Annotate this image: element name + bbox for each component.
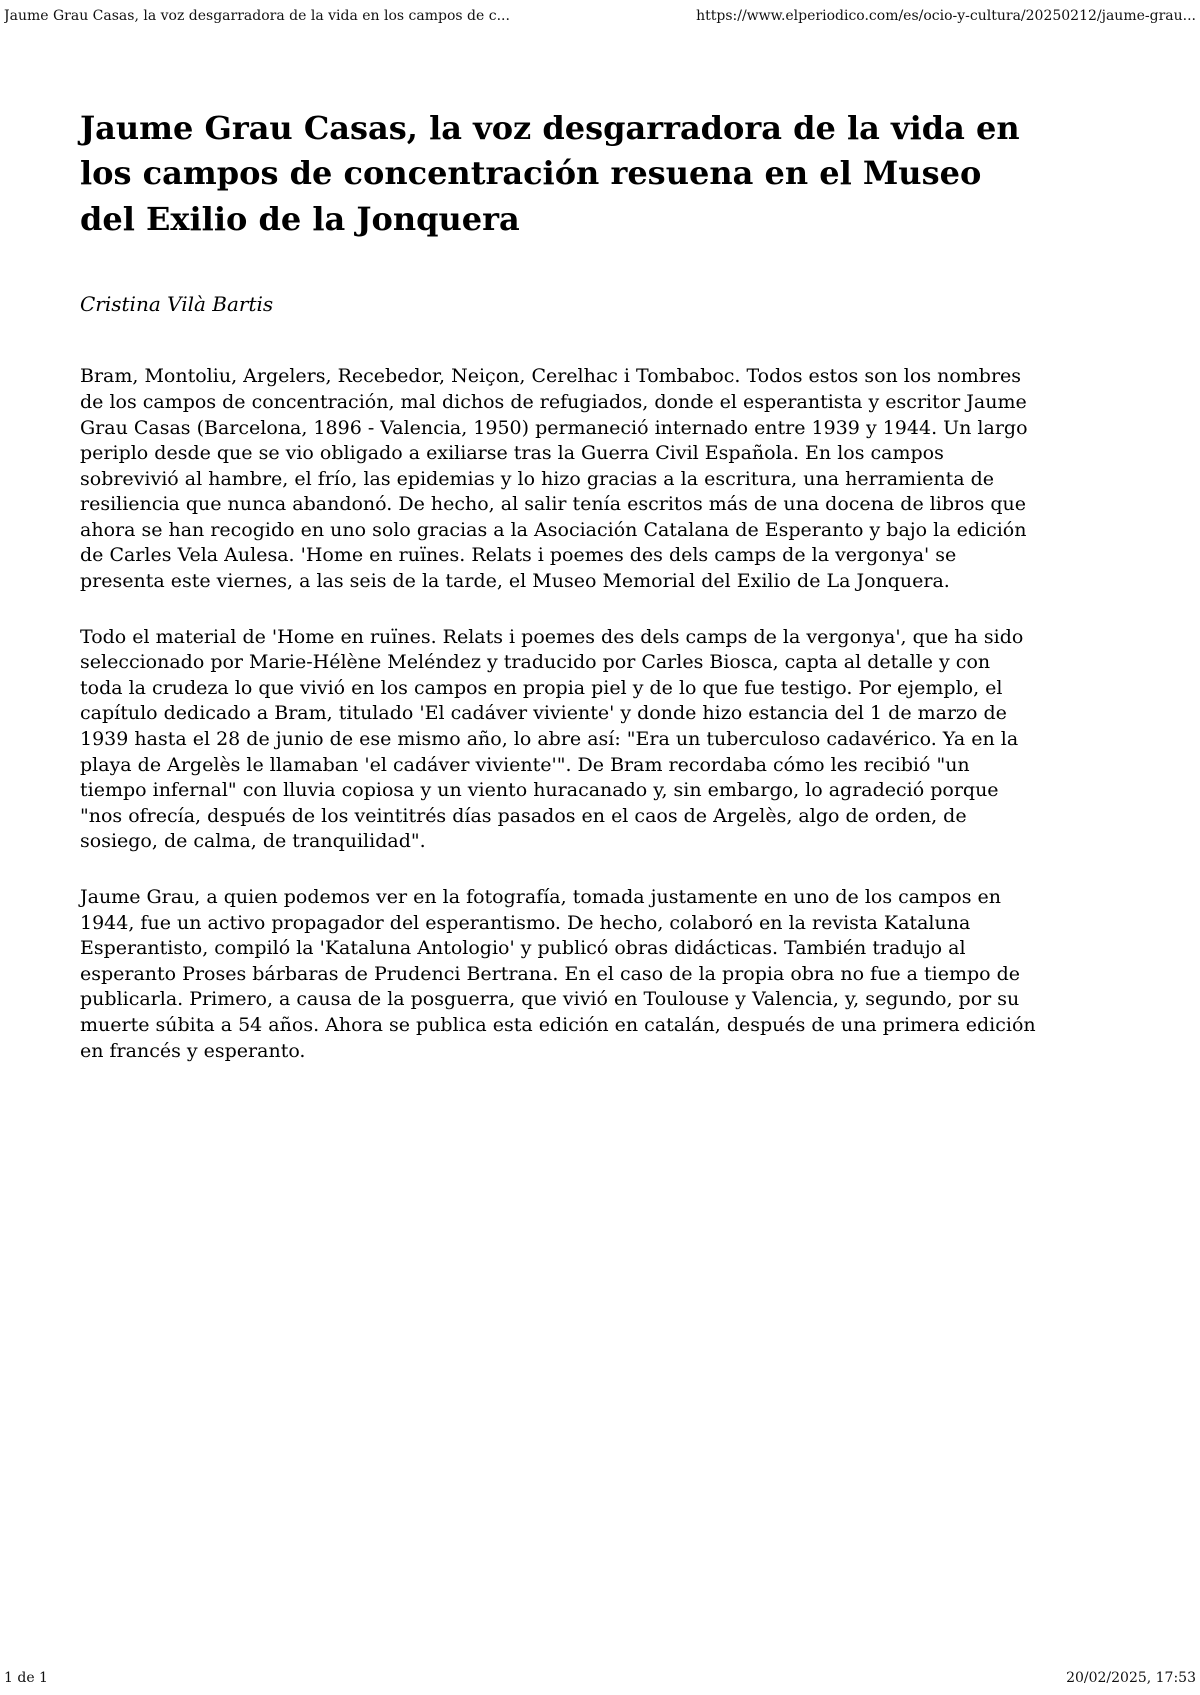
print-header-document-title: Jaume Grau Casas, la voz desgarradora de la vida en los campos de c...	[4, 8, 510, 24]
article-body	[80, 364, 1036, 1064]
article-paragraph: Todo el material de 'Home en ruïnes. Relats i poemes des dels camps de la vergonya', que ha sido seleccionado por Marie-Hélène Meléndez y traducido por Carles Biosca, capta al detalle y con toda la crudeza lo que vivió en los campos en propia piel y de lo que fue testigo. Por ejemplo, el capítulo dedicado a Bram, titulado 'El cadáver viviente' y donde hizo estancia del 1 de marzo de 1939 hasta el 28 de junio de ese mismo año, lo abre así: "Era un tuberculoso cadavérico. Ya en la playa de Argelès le llamaban 'el cadáver viviente'". De Bram recordaba cómo les recibió "un tiempo infernal" con lluvia copiosa y un viento huracanado y, sin embargo, lo agradeció porque "nos ofrecía, después de los veintitrés días pasados en el caos de Argelès, algo de orden, de sosiego, de calma, de tranquilidad".	[80, 625, 1024, 853]
print-footer-page-number: 1 de 1	[4, 1670, 48, 1687]
article-content	[80, 106, 1036, 1094]
article-byline: Cristina Vilà Bartis	[80, 292, 274, 317]
article-paragraph: Bram, Montoliu, Argelers, Recebedor, Neiçon, Cerelhac i Tombaboc. Todos estos son los nombres de los campos de concentración, mal dichos de refugiados, donde el esperantista y escritor Jaume Grau Casas (Barcelona, 1896 - Valencia, 1950) permaneció internado entre 1939 y 1944. Un largo periplo desde que se vio obligado a exiliarse tras la Guerra Civil Española. En los campos sobrevivió al hambre, el frío, las epidemias y lo hizo gracias a la escritura, una herramienta de resiliencia que nunca abandonó. De hecho, al salir tenía escritos más de una docena de libros que ahora se han recogido en uno solo gracias a la Asociación Catalana de Esperanto y bajo la edición de Carles Vela Aulesa. 'Home en ruïnes. Relats i poemes des dels camps de la vergonya' se presenta este viernes, a las seis de la tarde, el Museo Memorial del Exilio de La Jonquera.	[80, 365, 1028, 593]
print-footer-datetime: 20/02/2025, 17:53	[1066, 1670, 1196, 1687]
print-footer	[4, 1670, 1196, 1687]
print-header	[4, 8, 1196, 25]
article-paragraph: Jaume Grau, a quien podemos ver en la fotografía, tomada justamente en uno de los campos en 1944, fue un activo propagador del esperantismo. De hecho, colaboró en la revista Kataluna Esperantisto, compiló la 'Kataluna Antologio' y publicó obras didácticas. También tradujo al esperanto Proses bárbaras de Prudenci Bertrana. En el caso de la propia obra no fue a tiempo de publicarla. Primero, a causa de la posguerra, que vivió en Toulouse y Valencia, y, segundo, por su muerte súbita a 54 años. Ahora se publica esta edición en catalán, después de una primera edición en francés y esperanto.	[80, 886, 1036, 1062]
print-header-url: https://www.elperiodico.com/es/ocio-y-cultura/20250212/jaume-grau...	[696, 8, 1196, 24]
article-title: Jaume Grau Casas, la voz desgarradora de la vida en los campos de concentración resuena en el Museo del Exilio de la Jonquera	[80, 109, 1020, 238]
